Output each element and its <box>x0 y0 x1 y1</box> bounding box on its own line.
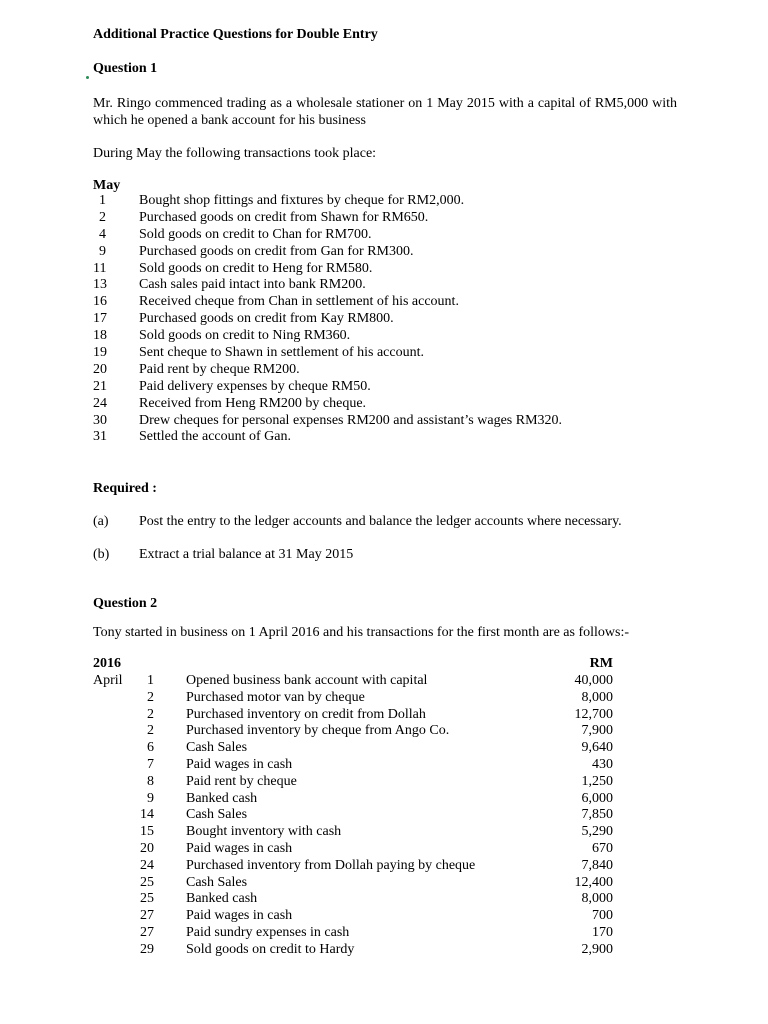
transaction-row <box>93 824 613 841</box>
transaction-amount: 12,400 <box>574 874 613 890</box>
transaction-description: Sold goods on credit to Hardy <box>186 941 355 957</box>
required-item-text: Extract a trial balance at 31 May 2015 <box>139 547 354 562</box>
transaction-day: 2 <box>147 706 154 722</box>
transaction-day: 31 <box>93 429 107 445</box>
required-item-text: Post the entry to the ledger accounts and balance the ledger accounts where necessary. <box>139 514 622 529</box>
transaction-amount: 6,000 <box>581 790 613 806</box>
transaction-day: 19 <box>93 345 107 361</box>
transaction-day: 16 <box>93 294 107 310</box>
transaction-amount: 670 <box>592 840 613 856</box>
transaction-description: Sold goods on credit to Ning RM360. <box>139 328 351 344</box>
transaction-day: 8 <box>147 773 154 789</box>
question-1-heading: Question 1 <box>93 61 158 76</box>
transaction-description: Paid wages in cash <box>186 840 293 856</box>
transaction-row <box>93 891 613 908</box>
question-1-month: May <box>93 178 121 193</box>
transaction-amount: 8,000 <box>581 689 613 705</box>
transaction-day: 7 <box>147 756 154 772</box>
transaction-row <box>93 396 693 413</box>
transaction-month: April <box>93 673 123 688</box>
transaction-row <box>93 261 693 278</box>
transaction-description: Paid rent by cheque <box>186 773 297 789</box>
transaction-day: 2 <box>99 209 106 225</box>
transaction-day: 9 <box>147 790 154 806</box>
required-label: Required : <box>93 481 157 496</box>
transaction-day: 2 <box>147 723 154 739</box>
transaction-day: 9 <box>99 243 106 259</box>
transaction-description: Cash sales paid intact into bank RM200. <box>139 277 366 293</box>
transaction-description: Cash Sales <box>186 874 248 890</box>
transaction-amount: 2,900 <box>581 941 613 957</box>
transaction-amount: 12,700 <box>574 706 613 722</box>
transaction-day: 24 <box>93 395 107 411</box>
transaction-day: 17 <box>93 311 107 327</box>
question-2-heading: Question 2 <box>93 596 158 611</box>
transaction-description: Banked cash <box>186 790 258 806</box>
transaction-description: Drew cheques for personal expenses RM200 and assistant’s wages RM320. <box>139 412 563 428</box>
transaction-row <box>93 841 613 858</box>
transaction-row <box>93 707 613 724</box>
transaction-day: 30 <box>93 412 107 428</box>
transaction-description: Bought inventory with cash <box>186 824 342 840</box>
transaction-row <box>93 740 613 757</box>
transaction-description: Sold goods on credit to Chan for RM700. <box>139 226 372 242</box>
transaction-row <box>93 294 693 311</box>
transaction-day: 2 <box>147 689 154 705</box>
transaction-row <box>93 757 613 774</box>
question-2-table-header <box>93 656 613 673</box>
transaction-day: 18 <box>93 328 107 344</box>
transaction-row <box>93 193 693 210</box>
transaction-row <box>93 875 613 892</box>
transaction-amount: 1,250 <box>581 773 613 789</box>
question-2-intro: Tony started in business on 1 April 2016 and his transactions for the first month are as follows:- <box>93 625 629 640</box>
transaction-row <box>93 429 693 446</box>
transaction-day: 11 <box>93 260 107 276</box>
transaction-day: 13 <box>93 277 107 293</box>
transaction-row <box>93 244 693 261</box>
transaction-description: Sold goods on credit to Heng for RM580. <box>139 260 373 276</box>
transaction-row <box>93 379 693 396</box>
transaction-day: 27 <box>140 908 154 924</box>
transaction-amount: 7,850 <box>581 807 613 823</box>
transaction-row <box>93 774 613 791</box>
transaction-day: 4 <box>99 226 106 242</box>
transaction-amount: 170 <box>592 924 613 940</box>
transaction-day: 25 <box>140 891 154 907</box>
transaction-description: Purchased motor van by cheque <box>186 689 365 705</box>
transaction-description: Cash Sales <box>186 740 248 756</box>
required-item-label: (b) <box>93 547 110 562</box>
transaction-description: Paid sundry expenses in cash <box>186 924 350 940</box>
transaction-day: 14 <box>140 807 154 823</box>
transaction-description: Received cheque from Chan in settlement of his account. <box>139 294 459 310</box>
transaction-description: Received from Heng RM200 by cheque. <box>139 395 367 411</box>
transaction-row <box>93 723 613 740</box>
transaction-description: Paid delivery expenses by cheque RM50. <box>139 378 371 394</box>
transaction-description: Purchased inventory by cheque from Ango Co. <box>186 723 450 739</box>
transaction-description: Bought shop fittings and fixtures by cheque for RM2,000. <box>139 193 465 208</box>
bullet-mark <box>86 76 89 79</box>
transaction-day: 1 <box>147 673 154 688</box>
transaction-day: 20 <box>93 361 107 377</box>
transaction-amount: 8,000 <box>581 891 613 907</box>
transaction-row <box>93 858 613 875</box>
transaction-description: Purchased goods on credit from Gan for RM300. <box>139 243 414 259</box>
transaction-description: Banked cash <box>186 891 258 907</box>
transaction-day: 20 <box>140 840 154 856</box>
transaction-description: Purchased inventory from Dollah paying by cheque <box>186 857 476 873</box>
transaction-amount: 430 <box>592 756 613 772</box>
transaction-description: Purchased goods on credit from Shawn for RM650. <box>139 209 429 225</box>
transaction-row <box>93 345 693 362</box>
transaction-row <box>93 925 613 942</box>
document-title: Additional Practice Questions for Double Entry <box>93 27 378 42</box>
transaction-description: Purchased goods on credit from Kay RM800. <box>139 311 394 327</box>
transaction-row <box>93 210 693 227</box>
transaction-description: Opened business bank account with capital <box>186 673 428 688</box>
transaction-row <box>93 807 613 824</box>
transaction-row <box>93 362 693 379</box>
transaction-amount: 7,900 <box>581 723 613 739</box>
transaction-description: Settled the account of Gan. <box>139 429 292 445</box>
question-2-transactions <box>93 673 613 959</box>
transaction-row <box>93 277 693 294</box>
transaction-day: 25 <box>140 874 154 890</box>
transaction-amount: 5,290 <box>581 824 613 840</box>
transaction-row <box>93 942 613 959</box>
currency-label: RM <box>589 656 613 671</box>
required-item-label: (a) <box>93 514 109 529</box>
transaction-description: Cash Sales <box>186 807 248 823</box>
transaction-description: Sent cheque to Shawn in settlement of his account. <box>139 345 424 361</box>
transaction-description: Paid rent by cheque RM200. <box>139 361 300 377</box>
transaction-row <box>93 328 693 345</box>
question-1-intro: Mr. Ringo commenced trading as a wholesale stationer on 1 May 2015 with a capital of RM5,000 with which he opened a bank account for his business <box>93 96 677 128</box>
transaction-row <box>93 791 613 808</box>
transaction-day: 15 <box>140 824 154 840</box>
transaction-description: Paid wages in cash <box>186 908 293 924</box>
transaction-amount: 9,640 <box>581 740 613 756</box>
transaction-day: 24 <box>140 857 154 873</box>
transaction-row <box>93 413 693 430</box>
transaction-amount: 700 <box>592 908 613 924</box>
year-label: 2016 <box>93 656 121 671</box>
transaction-amount: 40,000 <box>574 673 613 688</box>
transaction-row <box>93 311 693 328</box>
transaction-row <box>93 673 613 690</box>
transaction-row <box>93 908 613 925</box>
transaction-row <box>93 227 693 244</box>
transaction-day: 21 <box>93 378 107 394</box>
transaction-description: Purchased inventory on credit from Dollah <box>186 706 426 722</box>
transaction-row <box>93 690 613 707</box>
transaction-description: Paid wages in cash <box>186 756 293 772</box>
transaction-day: 1 <box>99 193 106 208</box>
transaction-day: 6 <box>147 740 154 756</box>
transaction-day: 29 <box>140 941 154 957</box>
question-1-transactions <box>93 193 693 446</box>
transaction-amount: 7,840 <box>581 857 613 873</box>
transaction-day: 27 <box>140 924 154 940</box>
question-1-during: During May the following transactions took place: <box>93 146 377 161</box>
